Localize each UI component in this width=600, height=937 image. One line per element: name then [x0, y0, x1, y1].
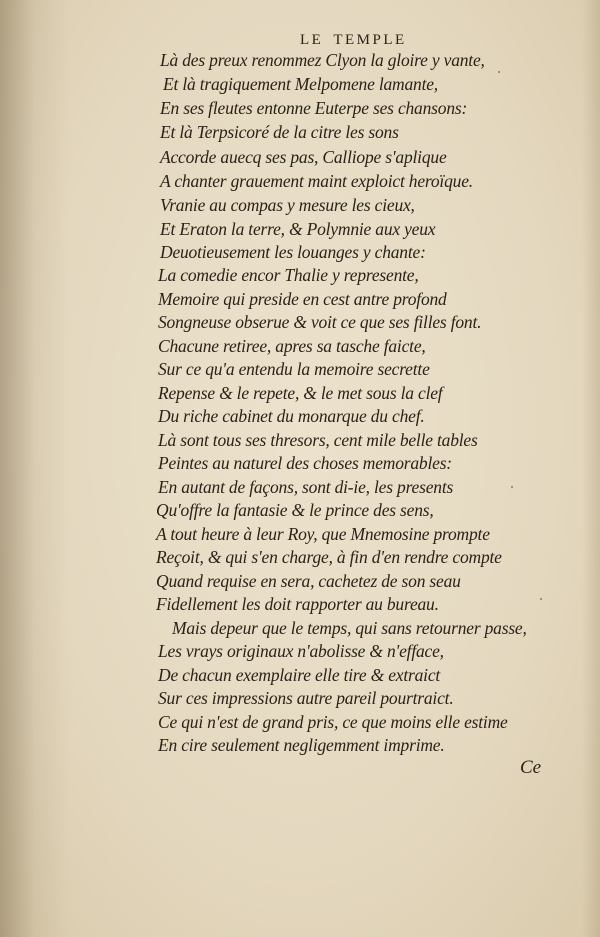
- verse-line-29: Ce qui n'est de grand pris, ce que moins elle estime: [158, 712, 508, 732]
- verse-line-20: Qu'offre la fantasie & le prince des sens,: [156, 500, 434, 520]
- verse-line-21: A tout heure à leur Roy, que Mnemosine prompte: [156, 524, 490, 544]
- verse-line-10: La comedie encor Thalie y represente,: [158, 265, 419, 285]
- verse-line-7: Vranie au compas y mesure les cieux,: [160, 195, 415, 215]
- verse-line-12: Songneuse obserue & voit ce que ses filles font.: [158, 312, 482, 332]
- verse-line-5: Accorde auecq ses pas, Calliope s'aplique: [160, 147, 447, 167]
- verse-line-30: En cire seulement negligemment imprime.: [158, 735, 445, 755]
- verse-line-14: Sur ce qu'a entendu la memoire secrette: [158, 359, 430, 379]
- verse-line-9: Deuotieusement les louanges y chante:: [160, 242, 426, 262]
- verse-line-24: Fidellement les doit rapporter au bureau.: [156, 594, 439, 614]
- verse-line-25: Mais depeur que le temps, qui sans retourner passe,: [172, 618, 527, 638]
- verse-line-6: A chanter grauement maint exploict heroïque.: [160, 171, 473, 191]
- verse-line-2: Et là tragiquement Melpomene lamante,: [163, 74, 438, 94]
- verse-line-3: En ses fleutes entonne Euterpe ses chansons:: [160, 98, 468, 118]
- verse-line-22: Reçoit, & qui s'en charge, à fin d'en rendre compte: [156, 547, 502, 567]
- verse-line-8: Et Eraton la terre, & Polymnie aux yeux: [160, 219, 436, 239]
- verse-line-17: Là sont tous ses thresors, cent mile belle tables: [158, 430, 478, 450]
- verse-line-26: Les vrays originaux n'abolisse & n'efface,: [158, 641, 444, 661]
- verse-line-13: Chacune retiree, apres sa tasche faicte,: [158, 336, 426, 356]
- paper-speck: [511, 486, 513, 488]
- running-head-left: LE: [300, 32, 324, 48]
- verse-line-19: En autant de façons, sont di-ie, les presents: [158, 477, 454, 497]
- paper-speck: [498, 71, 500, 73]
- verse-line-4: Et là Terpsicoré de la citre les sons: [160, 122, 399, 142]
- paper-speck: [540, 598, 542, 600]
- verse-line-23: Quand requise en sera, cachetez de son seau: [156, 571, 461, 591]
- running-head-right: TEMPLE: [333, 32, 407, 48]
- verse-line-27: De chacun exemplaire elle tire & extraict: [158, 665, 441, 685]
- verse-line-16: Du riche cabinet du monarque du chef.: [158, 406, 425, 426]
- verse-line-28: Sur ces impressions autre pareil pourtraict.: [158, 688, 454, 708]
- verse-line-1: Là des preux renommez Clyon la gloire y vante,: [160, 50, 485, 70]
- verse-line-11: Memoire qui preside en cest antre profond: [158, 289, 447, 309]
- verse-line-15: Repense & le repete, & le met sous la clef: [158, 383, 443, 403]
- catchword: Ce: [520, 757, 542, 778]
- verse-line-18: Peintes au naturel des choses memorables:: [158, 453, 452, 473]
